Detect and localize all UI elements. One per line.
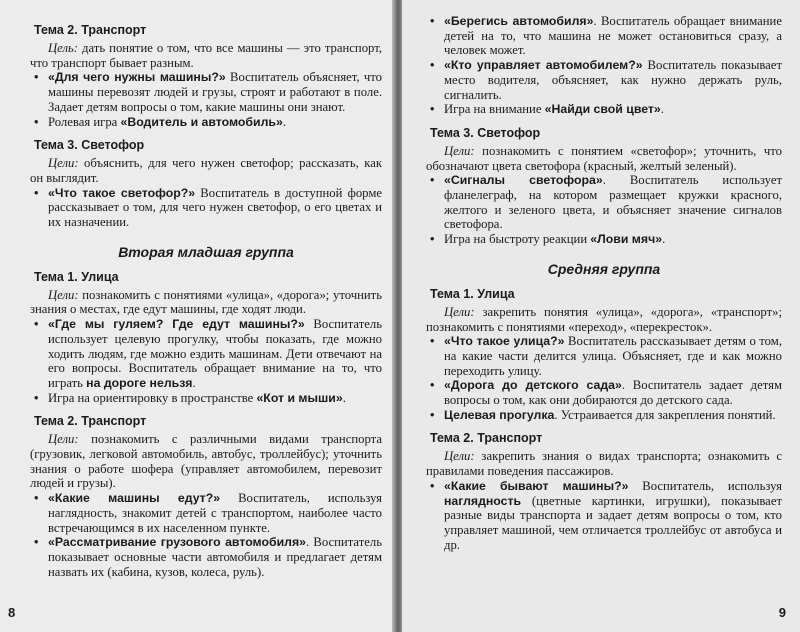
list-item: • Игра на ориентировку в пространстве «Кот и мыши». — [34, 390, 346, 405]
list-item: • «Для чего нужны машины?» Воспитатель объясняет, что машины перевозят людей и грузы, строят и работают в поле. Задает детям вопросы о том, какие машины они знают. — [34, 70, 382, 114]
group-title: Средняя группа — [547, 260, 661, 277]
list-item: • «Какие бывают машины?» Воспитатель, используя наглядность (цветные картинки, игрушки), показывает разные виды транспорта и задает детям вопросы о том, кто управляет машиной, чем отличается троллейбус от автобуса и др. — [430, 478, 782, 552]
topic-heading: Тема 3. Светофор — [34, 138, 145, 153]
page-number: 9 — [778, 605, 786, 620]
list-item: • «Где мы гуляем? Где едут машины?» Воспитатель использует целевую прогулку, чтобы показать, где можно ходить людям, где можно ездить машинам. Дети отвечают на его вопросы. Воспитатель обращает внимание на то, что играть на дороге нельзя. — [34, 317, 382, 390]
list-item: • «Рассматривание грузового автомобиля». Воспитатель показывает основные части автомобиля и предлагает детям назвать их (кабина, кузов, колеса, руль). — [34, 535, 382, 579]
bullet-list — [426, 479, 782, 553]
topic-heading: Тема 2. Транспорт — [430, 431, 543, 446]
topic-heading: Тема 1. Улица — [34, 269, 119, 284]
goal-paragraph: Цели: познакомить с понятиями «улица», «дорога»; уточнить знания о местах, где едут машины, где ходят люди. — [30, 287, 382, 317]
topic-heading: Тема 3. Светофор — [430, 125, 541, 140]
bullet-list — [30, 317, 382, 405]
list-item: • Игра на быстроту реакции «Лови мяч». — [430, 232, 666, 247]
group-title: Вторая младшая группа — [118, 243, 294, 260]
left-page — [0, 0, 394, 632]
topic-heading: Тема 2. Транспорт — [34, 23, 147, 37]
list-item: • «Какие машины едут?» Воспитатель, используя наглядность, знакомит детей с транспортом, наиболее часто встречающимся в их населенном пункте. — [34, 491, 382, 535]
topic-heading: Тема 2. Транспорт — [34, 414, 147, 429]
list-item: • «Что такое улица?» Воспитатель рассказывает детям о том, на какие части делится улица. Объясняет, где и как можно переходить улицу. — [430, 334, 782, 378]
bullet-list — [30, 491, 382, 579]
list-item: • «Дорога до детского сада». Воспитатель задает детям вопросы о том, как они добираются до детского сада. — [430, 378, 782, 408]
list-item: • «Что такое светофор?» Воспитатель в доступной форме рассказывает о том, для чего нужен светофор, о его цветах и их назначении. — [34, 185, 382, 230]
bullet-list — [426, 173, 782, 247]
list-item: • «Кто управляет автомобилем?» Воспитатель показывает место водителя, объясняет, как нужно держать руль, сигналить. — [430, 58, 782, 102]
goal-paragraph: Цели: закрепить знания о видах транспорта; ознакомить с правилами поведения пассажиров. — [426, 449, 782, 479]
list-item: • Ролевая игра «Водитель и автомобиль». — [34, 114, 286, 129]
page-number: 8 — [8, 605, 16, 620]
bullet-list — [30, 186, 382, 230]
goal-paragraph: Цели: объяснить, для чего нужен светофор; рассказать, как он выглядит. — [30, 156, 382, 185]
goal-paragraph: Цели: познакомить с различными видами транспорта (грузовик, легковой автомобиль, автобус, троллейбус); уточнить знания о работе шофера (управляет автомобилем, перевозит людей и грузы). — [30, 432, 382, 491]
goal-paragraph: Цели: закрепить понятия «улица», «дорога», «транспорт»; познакомить с понятиями «переход», «перекресток». — [426, 304, 782, 334]
list-item: • «Сигналы светофора». Воспитатель использует фланелеграф, на котором размещает кружки красного, желтого и зеленого цвета, и объясняет значение сигналов светофора. — [430, 173, 783, 232]
bullet-list — [30, 70, 382, 129]
right-page — [402, 0, 800, 632]
goal-paragraph: Цели: познакомить с понятием «светофор»; уточнить, что обозначают цвета светофора (красный, желтый зеленый). — [426, 143, 782, 173]
bullet-list — [426, 14, 782, 117]
topic-heading: Тема 1. Улица — [430, 286, 515, 301]
bullet-list — [426, 334, 782, 422]
list-item: • Игра на внимание «Найди свой цвет». — [430, 102, 664, 117]
list-item: • «Берегись автомобиля». Воспитатель обращает внимание детей на то, что машина не может остановиться сразу, а человек может. — [430, 14, 782, 58]
goal-paragraph: Цель: дать понятие о том, что все машины — это транспорт, что транспорт бывает разным. — [30, 41, 382, 70]
list-item: • Целевая прогулка. Устраивается для закрепления понятий. — [430, 407, 776, 422]
